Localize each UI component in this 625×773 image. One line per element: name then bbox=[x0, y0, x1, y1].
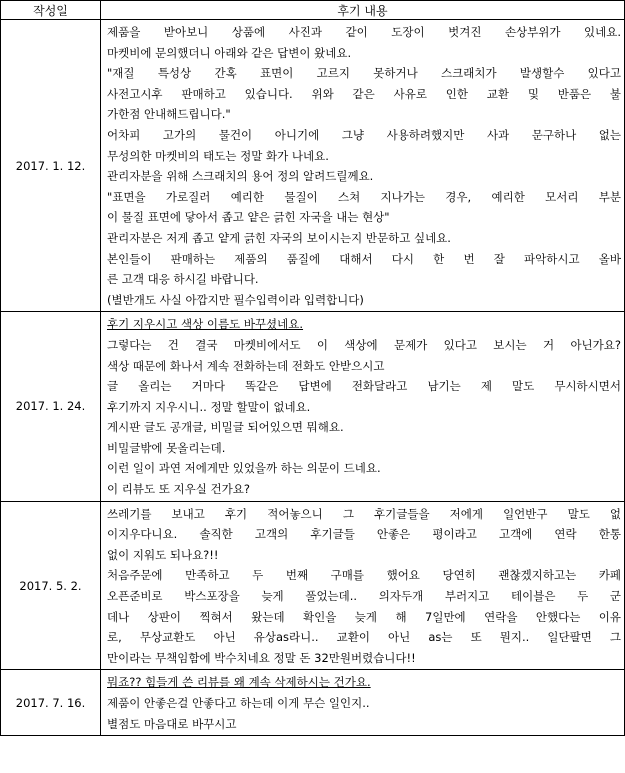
review-line: 이지우다니요. 솔직한 고객의 후기글들 안좋은 평이라고 고객에 연락 한통 bbox=[107, 527, 621, 542]
review-line: 마켓비에 문의했더니 아래와 같은 답변이 왔네요. bbox=[107, 45, 352, 60]
review-line: (별반개도 사실 아깝지만 필수입력이라 입력합니다) bbox=[107, 292, 364, 307]
review-line: "표면을 가로질러 예리한 물질이 스쳐 지나가는 경우, 예리한 모서리 부분 bbox=[107, 189, 621, 204]
table-row bbox=[1, 20, 625, 312]
review-line: 이 리뷰도 또 지우실 건가요? bbox=[107, 482, 250, 497]
review-line: 없이 지워도 되나요?!! bbox=[107, 547, 219, 562]
review-line: 어차피 고가의 물건이 아니기에 그냥 사용하려했지만 사과 문구하나 없는 bbox=[107, 127, 621, 142]
review-line: 색상 때문에 화나서 계속 전화하는데 전화도 안받으시고 bbox=[107, 358, 385, 373]
review-line: 게시판 글도 공개글, 비밀글 되어있으면 뭐해요. bbox=[107, 420, 344, 435]
review-line: 처음주문에 만족하고 두 번째 구매를 했어요 당연히 괜찮겠지하고는 카페 bbox=[107, 568, 621, 583]
review-line: 른 고객 대응 하시길 바랍니다. bbox=[107, 272, 259, 287]
date-column-header: 작성일 bbox=[1, 1, 101, 20]
review-line: 글 올리는 거마다 똑같은 답변에 전화달라고 남기는 제 말도 무시하시면서 bbox=[107, 379, 621, 394]
review-line: 데나 상판이 찍혀서 왔는데 확인을 늦게 해 7일만에 연락을 안했다는 이유 bbox=[107, 609, 621, 624]
review-content bbox=[101, 501, 625, 670]
table-row bbox=[1, 501, 625, 670]
review-line: "재질 특성상 간혹 표면이 고르지 못하거나 스크래치가 발생할수 있다고 bbox=[107, 66, 621, 81]
review-line: 그렇다는 건 결국 마켓비에서도 이 색상에 문제가 있다고 보시는 거 아닌가요? bbox=[107, 337, 621, 352]
review-line: 비밀글밖에 못올리는데. bbox=[107, 440, 226, 455]
review-line: 제품이 안좋은걸 안좋다고 하는데 이게 무슨 일인지.. bbox=[107, 696, 370, 710]
table-row bbox=[1, 670, 625, 736]
review-line: 관리자분은 저게 좁고 얕게 긁힌 자국의 보이시는지 반문하고 싶네요. bbox=[107, 230, 451, 245]
review-line: 관리자분을 위해 스크래치의 용어 정의 알려드릴께요. bbox=[107, 169, 374, 184]
review-content bbox=[101, 312, 625, 501]
review-line: 가한점 안내해드립니다." bbox=[107, 107, 231, 122]
review-line: 뭐죠?? 힘들게 쓴 리뷰를 왜 계속 삭제하시는 건가요. bbox=[107, 675, 371, 690]
review-date: 2017. 7. 16. bbox=[1, 670, 101, 736]
review-content bbox=[101, 670, 625, 736]
review-line: 이 물질 표면에 닿아서 좁고 얕은 긁힌 자국을 내는 현상" bbox=[107, 210, 390, 225]
review-line: 별점도 마음대로 바꾸시고 bbox=[107, 716, 237, 731]
header-row bbox=[1, 1, 625, 20]
review-date: 2017. 1. 12. bbox=[1, 20, 101, 312]
review-line: 후기 지우시고 색상 이름도 바꾸셨네요. bbox=[107, 317, 304, 332]
review-line: 오픈준비로 박스포장을 늦게 풀었는데.. 의자두개 부러지고 테이블은 두 군 bbox=[107, 589, 621, 604]
review-line: 사전고시후 판매하고 있습니다. 위와 같은 사유로 인한 교환 및 반품은 불 bbox=[107, 86, 621, 101]
table-row bbox=[1, 312, 625, 501]
review-line: 제품을 받아보니 상품에 사진과 같이 도장이 벗겨진 손상부위가 있네요. bbox=[107, 25, 621, 39]
review-date: 2017. 5. 2. bbox=[1, 501, 101, 670]
review-line: 후기까지 지우시니.. 정말 할말이 없네요. bbox=[107, 399, 311, 414]
review-line: 로, 무상교환도 아닌 유상as라니.. 교환이 아닌 as는 또 뭔지.. 일단팔면 그 bbox=[107, 630, 621, 645]
review-line: 무성의한 마켓비의 태도는 정말 화가 나네요. bbox=[107, 148, 329, 163]
review-line: 이런 일이 과연 저에게만 있었을까 하는 의문이 드네요. bbox=[107, 461, 381, 476]
content-column-header: 후기 내용 bbox=[101, 1, 625, 20]
review-line: 본인들이 판매하는 제품의 품질에 대해서 다시 한 번 잘 파악하시고 올바 bbox=[107, 251, 621, 266]
review-line: 쓰레기를 보내고 후기 적어놓으니 그 후기글들을 저에게 일언반구 말도 없 bbox=[107, 506, 621, 521]
review-date: 2017. 1. 24. bbox=[1, 312, 101, 501]
review-content bbox=[101, 20, 625, 312]
review-line: 만이라는 무책임함에 박수치네요 정말 돈 32만원버렸습니다!! bbox=[107, 650, 416, 665]
